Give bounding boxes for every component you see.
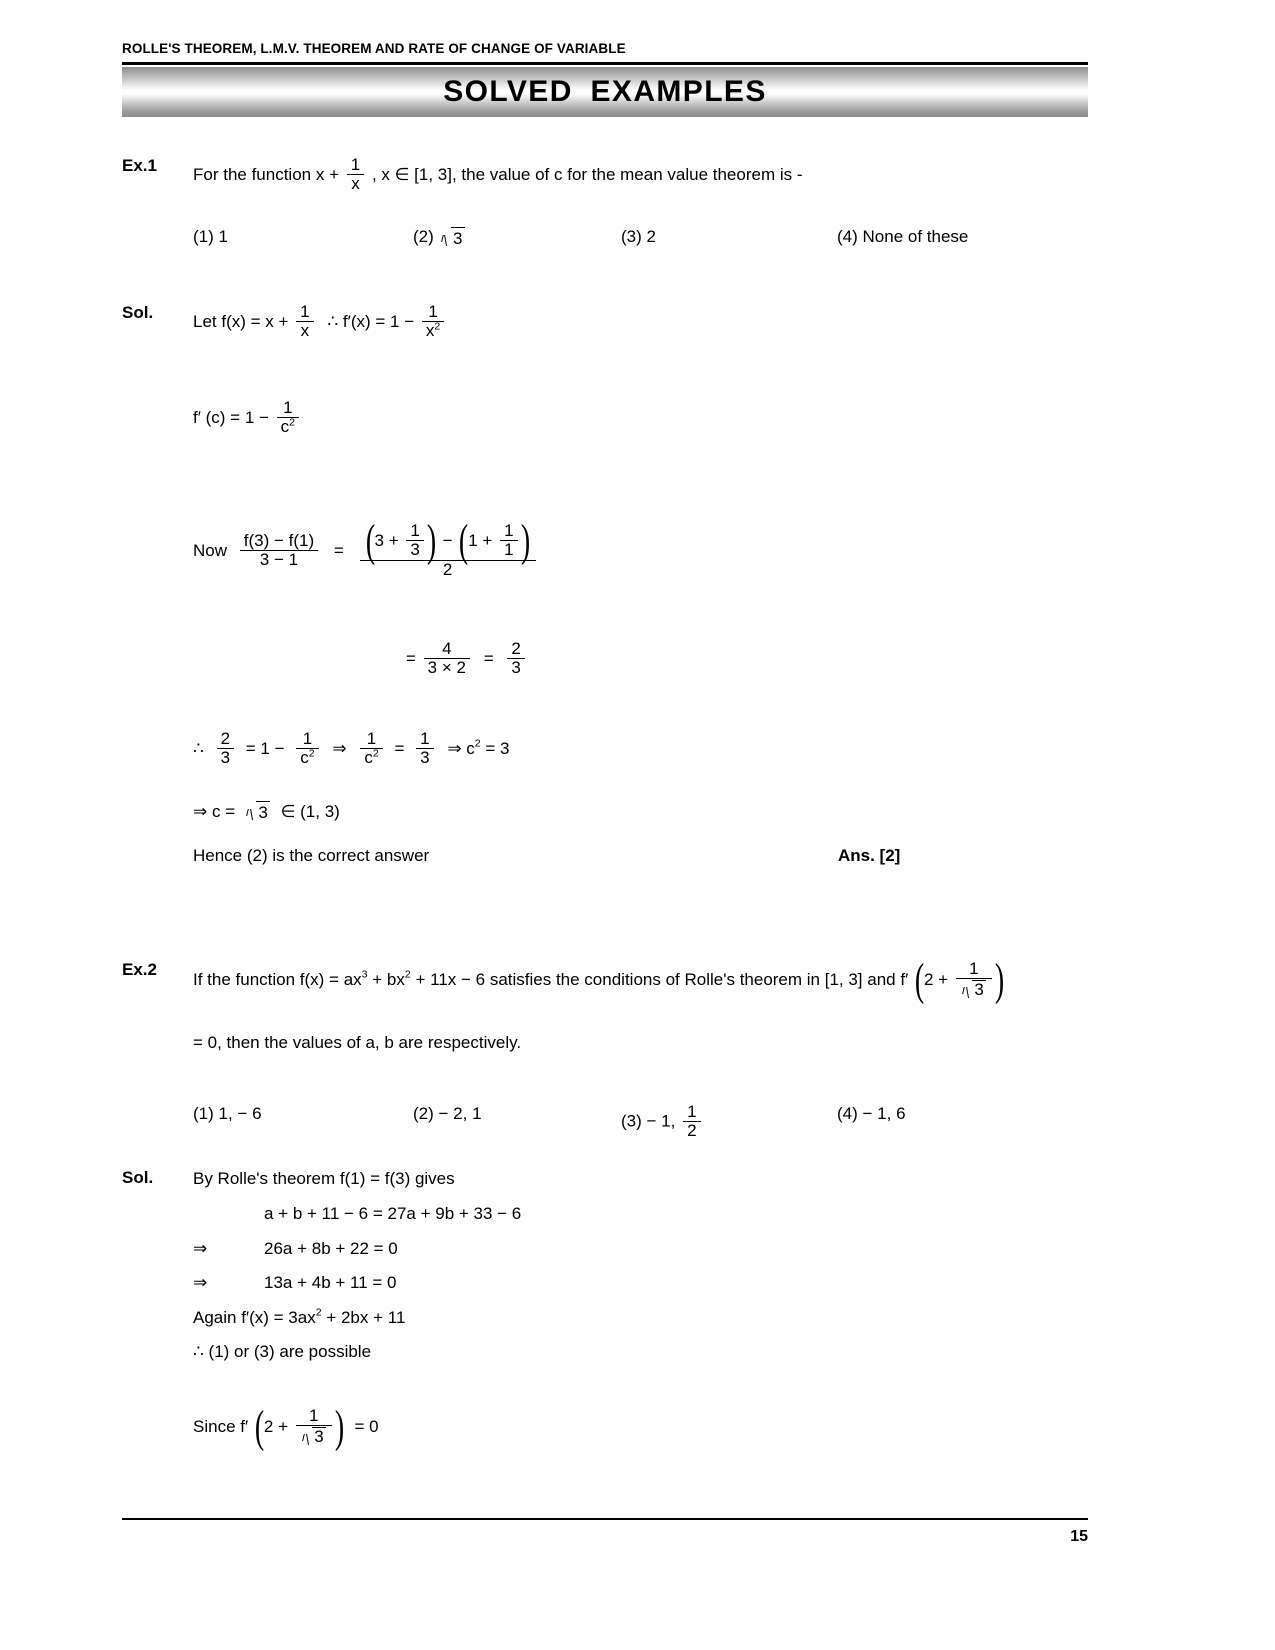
s1l5-f2-den-exponent: 2 <box>308 747 315 760</box>
option-4-text: − 1, 6 <box>862 1104 906 1123</box>
s1l4-f2-den: 3 <box>511 658 521 678</box>
s1l4-f1-den: 3 × 2 <box>427 658 466 678</box>
solution-2-line-3-arrow: ⇒ <box>193 1239 208 1258</box>
option-1-marker: (1) <box>193 1104 214 1123</box>
option-3-marker: (3) <box>621 227 642 246</box>
ex2-stem-a-exponent: 3 <box>361 968 368 981</box>
option-4[interactable] <box>837 1103 906 1124</box>
ex1-stem-suffix: , x ∈ [1, 3], the value of c for the mean value theorem is - <box>371 165 803 185</box>
ex2-stem-a: If the function f(x) = ax <box>193 970 362 990</box>
s1l6-b: ∈ (1, 3) <box>280 802 340 821</box>
option-3[interactable] <box>621 1103 704 1141</box>
option-2-text: 3 <box>453 229 463 248</box>
s1l5-f2-den-base: c <box>300 748 309 768</box>
solution-1-line-4 <box>406 640 528 678</box>
option-4[interactable] <box>837 226 968 247</box>
s1l3-left-num: f(3) − f(1) <box>240 532 318 551</box>
example-2-statement-line-2: = 0, then the values of a, b are respectively. <box>193 1033 522 1052</box>
solution-1-line-2 <box>193 399 302 437</box>
s1l5-f3-den-base: c <box>364 748 373 768</box>
ex2-paren-text: 2 + <box>924 970 949 990</box>
solution-2-line-4-arrow: ⇒ <box>193 1273 208 1292</box>
answer-badge-1: Ans. [2] <box>838 846 901 865</box>
header-rule <box>122 62 1088 65</box>
solution-2-line-2: a + b + 11 − 6 = 27a + 9b + 33 − 6 <box>264 1204 522 1223</box>
ex2-stem-paren-group <box>913 954 1006 1005</box>
s1l3-right-fraction <box>360 515 536 579</box>
s1l3-right-den: 2 <box>442 559 453 579</box>
s1l5-f2-den <box>296 749 318 767</box>
option-4-marker: (4) <box>837 227 858 246</box>
ex2-stem-c: + 11x − 6 satisfies the conditions of Rolle's theorem in [1, 3] and f′ <box>415 970 909 990</box>
s1l3-paren-group-2 <box>457 515 531 566</box>
s1l3-g2-text: 1 + <box>468 530 493 550</box>
option-1-text: 1, − 6 <box>218 1104 262 1123</box>
example-1-label: Ex.1 <box>122 156 157 175</box>
ex2-paren-den <box>956 979 992 999</box>
left-paren-icon: ( <box>459 515 469 566</box>
s2l7-paren-num: 1 <box>296 1407 332 1426</box>
ex2-paren-den-value: 3 <box>974 980 984 1000</box>
ex1-stem-fraction-denominator: x <box>351 174 360 194</box>
option-1[interactable] <box>193 226 228 247</box>
option-4-text: None of these <box>862 227 969 246</box>
s1l5-f2-num: 1 <box>296 730 318 749</box>
option-3-fraction-denominator: 2 <box>687 1121 697 1141</box>
option-3[interactable] <box>621 226 656 247</box>
solution-1-line-1 <box>193 303 447 341</box>
s1l1-f1-den: x <box>300 321 310 341</box>
ex2-paren-num: 1 <box>956 960 992 979</box>
example-2-statement <box>193 954 1006 1005</box>
s1l4-equals-2: = <box>483 649 494 669</box>
solution-2-line-6: ∴ (1) or (3) are possible <box>193 1342 372 1361</box>
s1l1-f2-den-exponent: 2 <box>434 320 441 333</box>
s1l1-f1-num: 1 <box>296 303 313 322</box>
s2l5-b: + 2bx + 11 <box>326 1307 406 1327</box>
s1l5-f3-den <box>360 749 382 767</box>
s2l7-paren-den-value: 3 <box>314 1427 324 1447</box>
s1l2-fraction <box>277 399 299 437</box>
s2l7-paren-text: 2 + <box>263 1417 289 1437</box>
s1l1-b: ∴ f′(x) = 1 − <box>327 312 415 332</box>
banner-title: SOLVED EXAMPLES <box>443 75 767 108</box>
s1l3-g2-den: 1 <box>504 540 514 560</box>
s1l3-group-2-inner <box>468 522 520 560</box>
s2l7-paren-inner <box>264 1407 335 1447</box>
s1l5-tail: = 3 <box>485 739 510 759</box>
s1l5-implies-2: ⇒ c <box>447 739 475 759</box>
s1l3-g1-fraction <box>406 522 423 560</box>
s1l3-g1-den: 3 <box>410 540 420 560</box>
s1l5-f4-den: 3 <box>420 748 430 768</box>
s1l5-fraction-2 <box>296 730 318 768</box>
s1l3-left-den: 3 − 1 <box>259 550 299 570</box>
s2l7-paren-den <box>296 1426 332 1446</box>
solution-2-label: Sol. <box>122 1168 154 1187</box>
s1l5-implies-1: ⇒ <box>332 739 347 759</box>
s1l3-minus: − <box>442 530 453 550</box>
sqrt-icon <box>302 1426 326 1446</box>
ex1-stem-fraction <box>347 156 364 194</box>
solution-2-line-7 <box>193 1401 379 1452</box>
s1l5-f3-num: 1 <box>360 730 382 749</box>
s1l4-f2-num: 2 <box>507 640 524 659</box>
s1l4-f1-num: 4 <box>424 640 470 659</box>
s2l7-a: Since f′ <box>193 1417 249 1437</box>
s1l6-sqrt-value: 3 <box>258 803 268 822</box>
solved-examples-banner <box>122 67 1088 117</box>
sqrt-icon <box>962 979 986 999</box>
s1l1-f2-den-base: x <box>425 321 435 341</box>
right-paren-icon: ) <box>426 515 436 566</box>
ex2-stem-b-exponent: 2 <box>404 968 411 981</box>
s1l3-group-1-inner <box>375 522 427 560</box>
s1l1-f2-num: 1 <box>422 303 444 322</box>
s1l1-f2-den <box>422 322 444 340</box>
ex1-stem-fraction-numerator: 1 <box>347 156 364 175</box>
s2l7-paren-group <box>253 1401 346 1452</box>
right-paren-icon: ) <box>994 954 1004 1005</box>
s1l5-therefore: ∴ <box>193 739 204 759</box>
s1l4-fraction-2 <box>507 640 524 678</box>
option-2-text: − 2, 1 <box>438 1104 482 1123</box>
s1l3-g1-text: 3 + <box>374 530 399 550</box>
ex2-stem-paren-inner <box>924 960 995 1000</box>
s1l3-equals: = <box>333 540 344 560</box>
solution-2-line-1: By Rolle's theorem f(1) = f(3) gives <box>193 1169 455 1188</box>
s2l5-a: Again f′(x) = 3ax <box>193 1307 316 1327</box>
s2l7-b: = 0 <box>354 1417 379 1437</box>
s1l1-fraction-1 <box>296 303 313 341</box>
s1l4-equals-1: = <box>406 649 416 669</box>
sqrt-icon <box>246 800 270 823</box>
option-4-marker: (4) <box>837 1104 858 1123</box>
s1l6-a: ⇒ c = <box>193 802 236 821</box>
option-2[interactable] <box>413 226 467 249</box>
s1l2-den <box>277 418 299 436</box>
option-1-marker: (1) <box>193 227 214 246</box>
left-paren-icon: ( <box>365 515 375 566</box>
s1l3-g2-num: 1 <box>500 522 517 541</box>
solution-1-line-3 <box>193 515 539 579</box>
s2l5-exponent: 2 <box>315 1306 322 1319</box>
s1l5-mid-1: = 1 − <box>245 739 285 759</box>
left-paren-icon: ( <box>914 954 925 1005</box>
s1l2-den-exponent: 2 <box>289 416 296 429</box>
s1l3-left-fraction <box>240 532 318 570</box>
option-2-marker: (2) <box>413 227 434 247</box>
solution-2-line-5 <box>193 1306 405 1328</box>
s1l4-fraction-1 <box>424 640 470 678</box>
s1l5-f3-den-exponent: 2 <box>372 747 379 760</box>
solution-2-line-3: 26a + 8b + 22 = 0 <box>264 1239 398 1258</box>
option-3-text: − 1, <box>646 1111 676 1131</box>
option-2[interactable] <box>413 1103 482 1124</box>
option-3-fraction-numerator: 1 <box>683 1103 700 1122</box>
s1l2-num: 1 <box>277 399 299 418</box>
running-head: ROLLE'S THEOREM, L.M.V. THEOREM AND RATE OF CHANGE OF VARIABLE <box>122 41 626 56</box>
solution-1-line-6 <box>193 800 340 823</box>
option-3-fraction <box>683 1103 700 1141</box>
s1l3-paren-group-1 <box>364 515 438 566</box>
option-2-marker: (2) <box>413 1104 434 1123</box>
example-1-statement <box>193 156 803 194</box>
option-3-marker: (3) <box>621 1111 642 1131</box>
solution-2-line-4: 13a + 4b + 11 = 0 <box>264 1273 397 1292</box>
s1l5-fraction-4 <box>416 730 433 768</box>
left-paren-icon: ( <box>254 1401 265 1452</box>
right-paren-icon: ) <box>334 1401 344 1452</box>
option-1-text: 1 <box>218 227 228 246</box>
s1l3-now: Now <box>193 540 228 560</box>
footer-rule <box>122 1518 1088 1520</box>
example-2-label: Ex.2 <box>122 960 157 979</box>
s1l5-f1-num: 2 <box>217 730 234 749</box>
ex1-stem-prefix: For the function x + <box>193 165 339 185</box>
s1l5-mid-2: = <box>394 739 405 759</box>
s1l2-a: f′ (c) = 1 − <box>193 408 269 428</box>
sqrt-icon <box>441 226 465 249</box>
s2l7-paren-fraction <box>296 1407 332 1447</box>
s1l5-f1-den: 3 <box>220 748 231 768</box>
s1l5-c-exponent: 2 <box>474 737 481 750</box>
ex2-stem-b: + bx <box>372 970 405 990</box>
solution-1-conclusion: Hence (2) is the correct answer <box>193 846 430 865</box>
option-1[interactable] <box>193 1103 262 1124</box>
ex2-paren-fraction <box>956 960 992 1000</box>
s1l1-fraction-2 <box>422 303 444 341</box>
solution-1-label: Sol. <box>122 303 154 322</box>
solution-1-line-5 <box>193 730 509 768</box>
page-number: 15 <box>1070 1528 1088 1545</box>
s1l3-g1-num: 1 <box>406 522 423 541</box>
s1l5-f4-num: 1 <box>416 730 433 749</box>
s1l2-den-base: c <box>280 417 290 437</box>
right-paren-icon: ) <box>520 515 530 566</box>
s1l5-fraction-3 <box>360 730 382 768</box>
option-3-text: 2 <box>646 227 656 246</box>
s1l3-g2-fraction <box>500 522 517 560</box>
s1l1-a: Let f(x) = x + <box>193 312 289 332</box>
s1l5-fraction-1 <box>217 730 234 768</box>
s1l3-right-num <box>360 515 536 566</box>
